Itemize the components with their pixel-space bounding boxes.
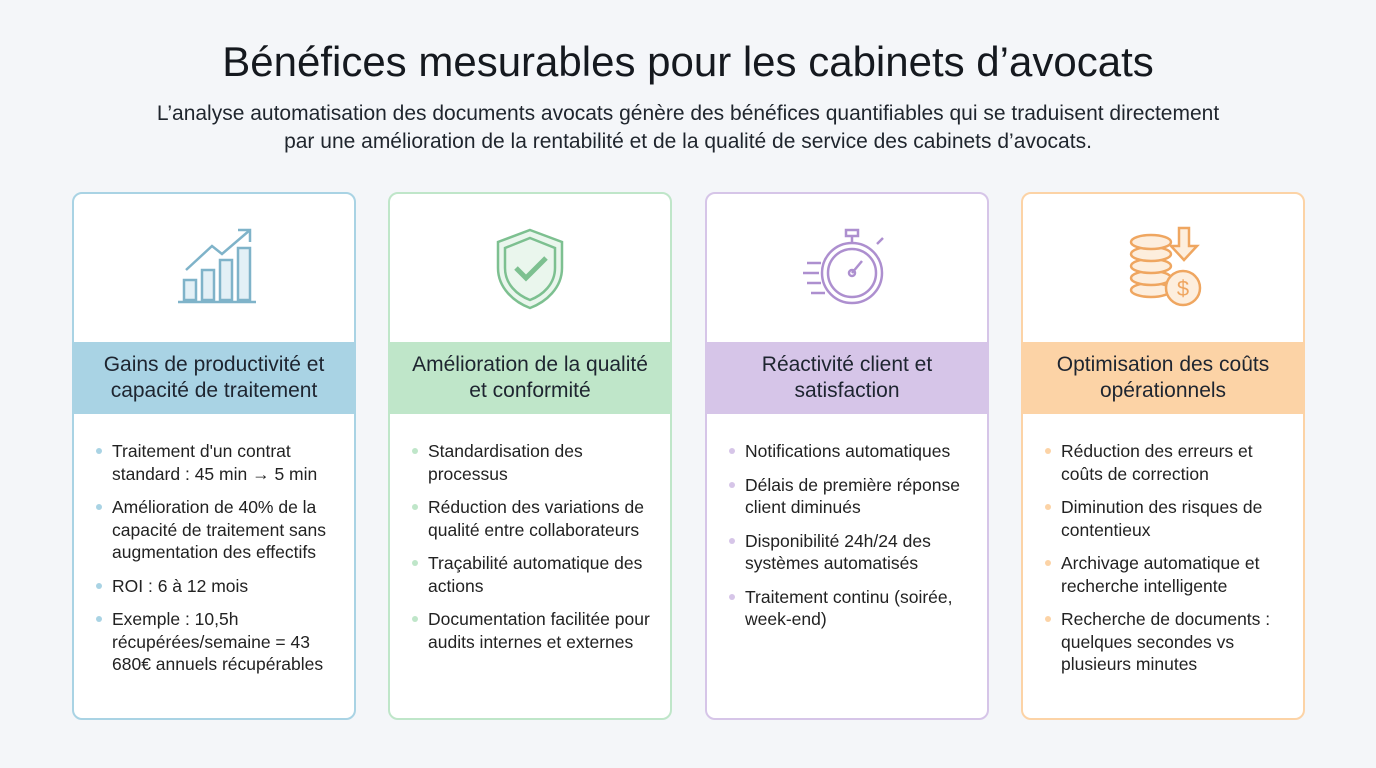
stopwatch-icon bbox=[707, 194, 987, 342]
list-item: Amélioration de 40% de la capacité de traitement sans augmentation des effectifs bbox=[96, 496, 340, 564]
card-title: Optimisation des coûts opérationnels bbox=[1023, 342, 1303, 414]
benefit-card bbox=[72, 192, 356, 720]
page-subtitle: L’analyse automatisation des documents avocats génère des bénéfices quantifiables qui se traduisent directement par une amélioration de la rentabilité et de la qualité de service des cabinets d’avocats. bbox=[156, 102, 1220, 153]
list-item: Traitement d'un contrat standard : 45 min → 5 min bbox=[96, 440, 340, 485]
list-item: Réduction des variations de qualité entre collaborateurs bbox=[412, 496, 656, 541]
list-item: Délais de première réponse client diminués bbox=[729, 474, 973, 519]
list-item: Exemple : 10,5h récupérées/semaine = 43 680€ annuels récupérables bbox=[96, 608, 340, 676]
coins-cost-down-icon bbox=[1023, 194, 1303, 342]
benefit-list bbox=[1023, 414, 1303, 676]
benefit-card bbox=[388, 192, 672, 720]
list-item: Traçabilité automatique des actions bbox=[412, 552, 656, 597]
list-item: Traitement continu (soirée, week-end) bbox=[729, 586, 973, 631]
list-item: Diminution des risques de contentieux bbox=[1045, 496, 1289, 541]
svg-text:$: $ bbox=[1176, 276, 1190, 301]
card-title: Réactivité client et satisfaction bbox=[707, 342, 987, 414]
benefit-card bbox=[1021, 192, 1305, 720]
page-title: Bénéfices mesurables pour les cabinets d’avocats bbox=[222, 38, 1154, 85]
list-item: Standardisation des processus bbox=[412, 440, 656, 485]
shield-check-icon bbox=[390, 194, 670, 342]
benefit-card bbox=[705, 192, 989, 720]
list-item: Archivage automatique et recherche intelligente bbox=[1045, 552, 1289, 597]
list-item: Documentation facilitée pour audits internes et externes bbox=[412, 608, 656, 653]
benefit-list bbox=[74, 414, 354, 676]
list-item: Disponibilité 24h/24 des systèmes automatisés bbox=[729, 530, 973, 575]
benefit-list bbox=[390, 414, 670, 653]
list-item: Recherche de documents : quelques secondes vs plusieurs minutes bbox=[1045, 608, 1289, 676]
list-item: Notifications automatiques bbox=[729, 440, 973, 463]
list-item: ROI : 6 à 12 mois bbox=[96, 575, 340, 598]
list-item: Réduction des erreurs et coûts de correction bbox=[1045, 440, 1289, 485]
card-title: Gains de productivité et capacité de traitement bbox=[74, 342, 354, 414]
card-title: Amélioration de la qualité et conformité bbox=[390, 342, 670, 414]
growth-chart-icon bbox=[74, 194, 354, 342]
benefit-list bbox=[707, 414, 987, 631]
